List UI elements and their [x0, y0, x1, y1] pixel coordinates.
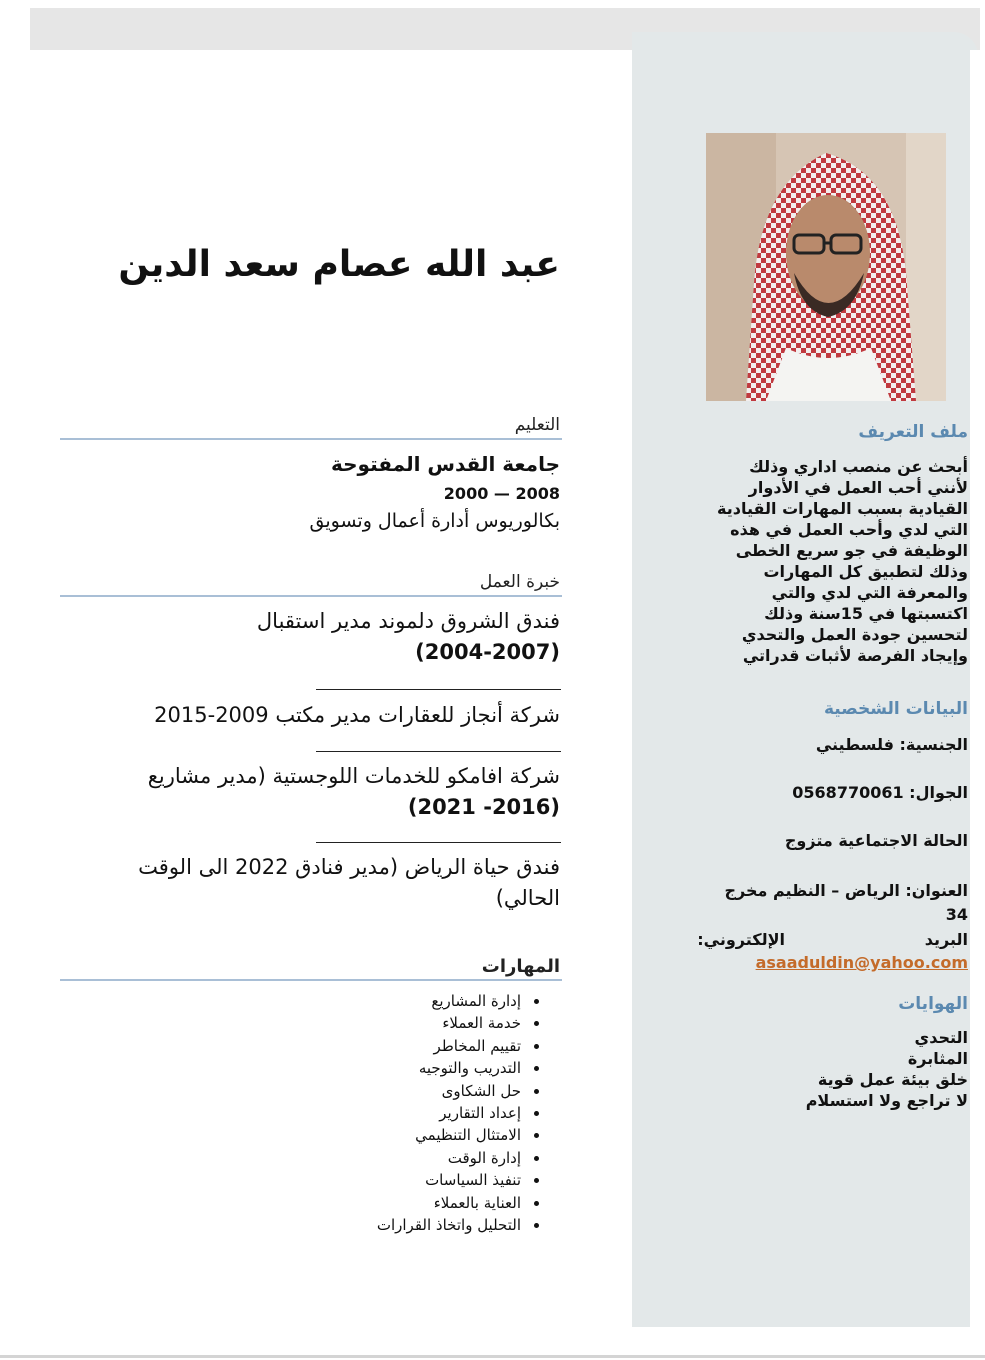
education-rule: [60, 438, 562, 440]
profile-photo: [706, 133, 946, 401]
job-period: الحالي): [495, 886, 560, 910]
skill-item: • تقييم المخاطر: [377, 1035, 523, 1057]
job-separator: [316, 842, 561, 843]
job-title: شركة أنجاز للعقارات مدير مكتب 2009-2015: [154, 703, 560, 727]
hobby-item: التحدي: [914, 1028, 968, 1047]
skill-item: • إعداد التقارير: [377, 1102, 523, 1124]
skills-container: [377, 990, 553, 1236]
personal-heading: البيانات الشخصية: [823, 699, 968, 719]
hobbies-list: [806, 1027, 968, 1111]
skill-item: • التدريب والتوجيه: [377, 1057, 523, 1079]
skills-rule: [60, 979, 562, 981]
education-years: 2000 — 2008: [443, 484, 560, 503]
bottom-divider: [0, 1355, 985, 1358]
email-label-1: البريد: [924, 930, 968, 949]
portrait-illustration: [706, 133, 946, 401]
job-title: شركة افامكو للخدمات اللوجستية (مدير مشاريع: [147, 764, 560, 788]
profile-line: لتحسين جودة العمل والتحدي: [741, 625, 968, 644]
skill-item: • التحليل واتخاذ القرارات: [377, 1214, 523, 1236]
right-margin: [970, 50, 985, 1330]
job-title: فندق حياة الرياض (مدير فنادق 2022 الى الوقت: [138, 855, 560, 879]
profile-line: القيادية بسبب المهارات القيادية: [717, 499, 968, 518]
address-line-1: العنوان: الرياض – النظيم مخرج: [724, 881, 968, 900]
address-line-2: 34: [945, 905, 968, 924]
hobby-item: خلق بيئة عمل قوية: [817, 1070, 968, 1089]
job-entry: [257, 606, 560, 668]
job-separator: [316, 689, 561, 690]
job-entry: [148, 761, 560, 823]
profile-line: والمعرفة التي لدي والتي: [771, 583, 968, 602]
skill-item: • تنفيذ السياسات: [377, 1169, 523, 1191]
skills-list: [377, 990, 553, 1236]
mobile-number: الجوال: 0568770061: [792, 783, 968, 802]
profile-line: وإيجاد الفرصة لأثبات قدراتي: [742, 646, 968, 665]
profile-line: لأنني أحب العمل في الأدوار: [748, 478, 968, 497]
hobby-item: لا تراجع ولا استسلام: [805, 1091, 968, 1110]
profile-heading: ملف التعريف: [858, 422, 968, 442]
hobby-item: المثابرة: [907, 1049, 968, 1068]
job-title: فندق الشروق دلموند مدير استقبال: [256, 609, 560, 633]
skill-item: • إدارة الوقت: [377, 1147, 523, 1169]
skill-item: • حل الشكاوى: [377, 1080, 523, 1102]
full-name: عبد الله عصام سعد الدين: [118, 244, 560, 285]
job-entry: [138, 852, 560, 914]
education-heading: التعليم: [514, 415, 560, 435]
profile-line: الوظيفة في جو سريع الخطى: [735, 541, 968, 560]
skill-item: • خدمة العملاء: [377, 1012, 523, 1034]
job-entry: [154, 700, 560, 731]
experience-rule: [60, 595, 562, 597]
nationality: الجنسية: فلسطيني: [815, 735, 968, 754]
skill-item: • الامتثال التنظيمي: [377, 1124, 523, 1146]
email-link[interactable]: asaaduldin@yahoo.com: [755, 953, 968, 972]
job-period: (2004-2007): [415, 640, 560, 664]
profile-text: [717, 456, 968, 666]
skill-item: • العناية بالعملاء: [377, 1192, 523, 1214]
hobbies-heading: الهوايات: [898, 994, 968, 1014]
skills-heading: المهارات: [481, 956, 560, 977]
profile-line: اكتسبتها في 15سنة وذلك: [764, 604, 968, 623]
marital-status: الحالة الاجتماعية متزوج: [784, 831, 968, 850]
profile-line: أبحث عن منصب اداري وذلك: [749, 457, 968, 476]
skill-item: • إدارة المشاريع: [377, 990, 523, 1012]
email-label-2: الإلكتروني:: [697, 930, 785, 949]
profile-line: التي لدي وأحب العمل في هذه: [730, 520, 968, 539]
job-separator: [316, 751, 561, 752]
profile-line: وذلك لتطبيق كل المهارات: [763, 562, 968, 581]
university-name: جامعة القدس المفتوحة: [331, 452, 560, 476]
degree: بكالوريوس أدارة أعمال وتسويق: [309, 510, 560, 532]
job-period: (2016- 2021): [407, 795, 560, 819]
experience-heading: خبرة العمل: [479, 572, 560, 592]
